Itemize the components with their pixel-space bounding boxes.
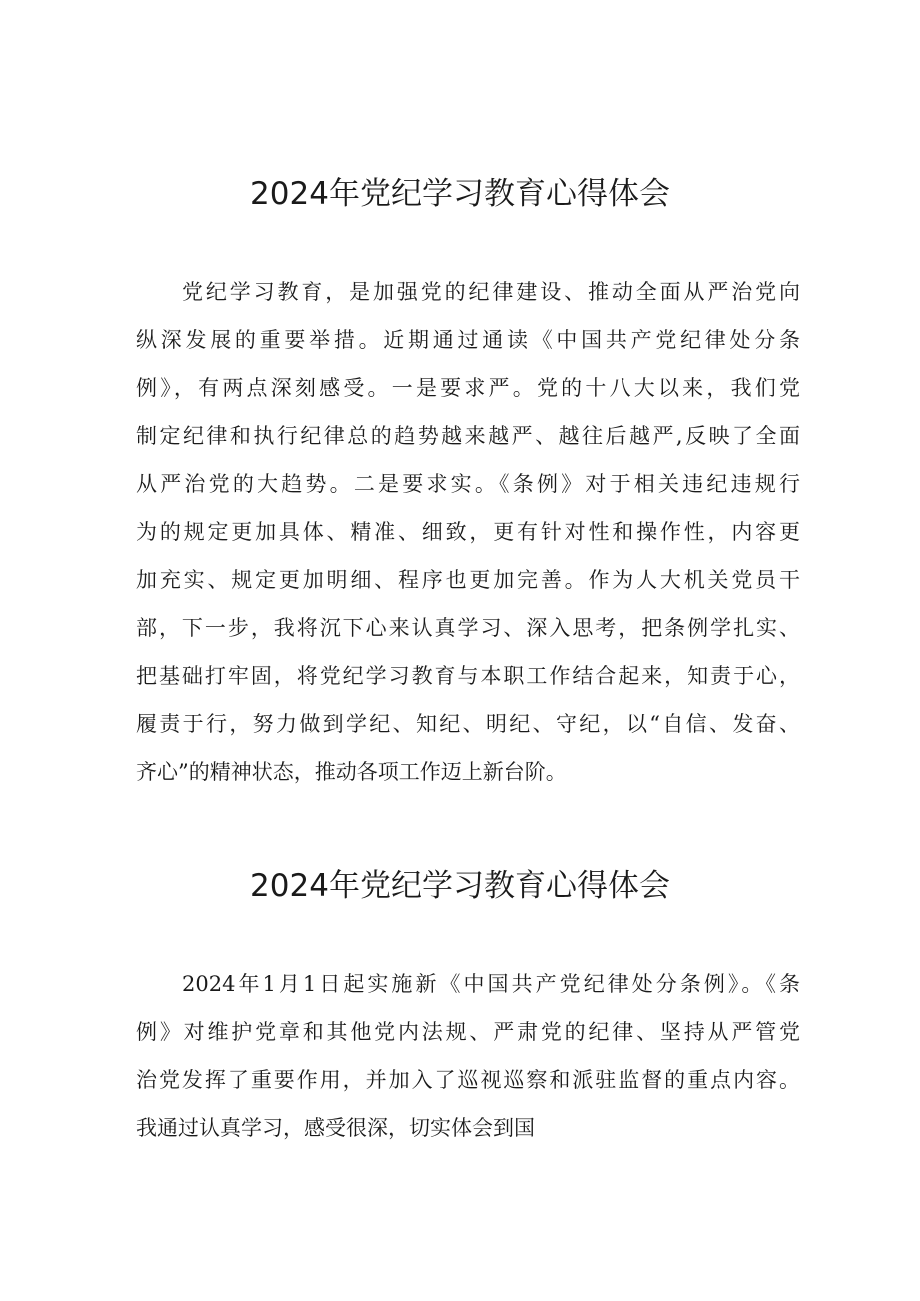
paragraph-line: 治党发挥了重要作用，并加入了巡视巡察和派驻监督的重点内容。 [136, 1068, 800, 1092]
section-2-body [136, 960, 800, 1152]
paragraph-line: 例》，有两点深刻感受。一是要求严。党的十八大以来，我们党 [136, 376, 800, 400]
section-1-title: 2024年党纪学习教育心得体会 [250, 176, 670, 212]
paragraph-line: 纵深发展的重要举措。近期通过通读《中国共产党纪律处分条 [136, 328, 800, 352]
section-1-body [136, 268, 800, 796]
paragraph-line: 从严治党的大趋势。二是要求实。《条例》对于相关违纪违规行 [136, 472, 800, 496]
paragraph-line: 为的规定更加具体、精准、细致，更有针对性和操作性，内容更 [136, 520, 800, 544]
paragraph-line: 例》对维护党章和其他党内法规、严肃党的纪律、坚持从严管党 [136, 1020, 800, 1044]
section-2-title: 2024年党纪学习教育心得体会 [250, 868, 670, 904]
paragraph-line: 部，下一步，我将沉下心来认真学习、深入思考，把条例学扎实、 [136, 616, 800, 640]
paragraph-line: 制定纪律和执行纪律总的趋势越来越严、越往后越严,反映了全面 [136, 424, 800, 448]
paragraph-line: 加充实、规定更加明细、程序也更加完善。作为人大机关党员干 [136, 568, 800, 592]
paragraph-line: 党纪学习教育，是加强党的纪律建设、推动全面从严治党向 [182, 280, 800, 304]
paragraph-line: 我通过认真学习，感受很深，切实体会到国 [136, 1116, 535, 1140]
paragraph-line: 齐心”的精神状态，推动各项工作迈上新台阶。 [136, 760, 567, 784]
paragraph-line: 把基础打牢固，将党纪学习教育与本职工作结合起来，知责于心， [136, 664, 800, 688]
paragraph-line: 履责于行，努力做到学纪、知纪、明纪、守纪，以“自信、发奋、 [136, 712, 800, 736]
paragraph-line: 2024年1月1日起实施新《中国共产党纪律处分条例》。《条 [182, 972, 800, 996]
